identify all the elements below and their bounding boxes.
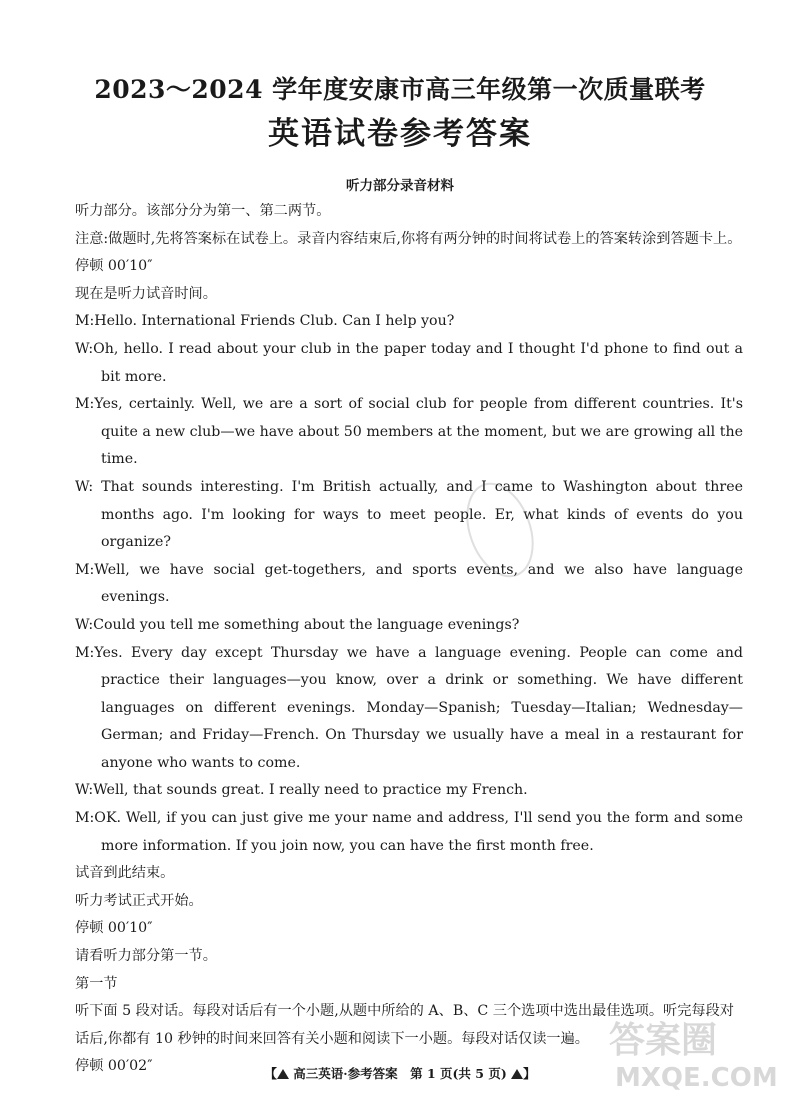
transcript-line: 第一节 [75, 975, 118, 992]
transcript-line: 现在是听力试音时间。 [75, 285, 217, 302]
transcript-line: 听力部分。该部分分为第一、第二两节。 [75, 203, 331, 219]
dialog-line: M:Yes. Every day except Thursday we have a language evening. People can come and practice their languages—you know, over a drink or something. We have different languages on different evenings. Monday—Spanish; Tuesday—Italian; Wednesday—German; and Friday—French. On Thursday we usually have a meal in a restaurant for anyone who wants to come. [75, 644, 743, 771]
transcript-line: 停顿 00′10″ [75, 258, 153, 275]
site-logo-watermark [601, 1010, 786, 1092]
transcript-line: 停顿 00′02″ [75, 1058, 153, 1075]
transcript-line: 请看听力部分第一节。 [75, 948, 217, 965]
dialog-line: M:Well, we have social get-togethers, and sports events, and we also have language evenings. [75, 561, 743, 606]
triangle-icon: 【 [264, 1066, 289, 1081]
triangle-icon: 】 [511, 1066, 536, 1081]
transcript-line: 听下面 5 段对话。每段对话后有一个小题,从题中所给的 A、B、C 三个选项中选出最佳选项。听完每段对话后,你都有 10 秒钟的时间来回答有关小题和阅读下一小题。每段对话仅读一遍。 [75, 1003, 734, 1047]
dialog-line: W:Oh, hello. I read about your club in the paper today and I thought I'd phone to find out a bit more. [75, 340, 743, 385]
dialog-line: M:Yes, certainly. Well, we are a sort of social club for people from different countries. It's quite a new club—we have about 50 members at the moment, but we are growing all the time. [75, 396, 743, 468]
dialog-line: W:Well, that sounds great. I really need to practice my French. [75, 782, 528, 799]
exam-title: 2023～2024 学年度安康市高三年级第一次质量联考 [94, 75, 706, 104]
dialog-line: M:Hello. International Friends Club. Can I help you? [75, 313, 455, 330]
logo-site-text: MXQE.COM [615, 1063, 778, 1092]
footer-text: 高三英语·参考答案 第 1 页(共 5 页) [293, 1066, 507, 1081]
transcript-body [75, 198, 743, 1081]
logo-text: 答案圈 [609, 1020, 718, 1061]
document-title: 英语试卷参考答案 [268, 116, 532, 152]
transcript-line: 注意:做题时,先将答案标在试卷上。录音内容结束后,你将有两分钟的时间将试卷上的答案转涂到答题卡上。 [75, 230, 742, 247]
dialog-line: W: That sounds interesting. I'm British actually, and I came to Washington about three months ago. I'm looking for ways to meet people. Er, what kinds of events do you organize? [75, 478, 743, 551]
transcript-line: 听力考试正式开始。 [75, 892, 203, 909]
transcript-line: 试音到此结束。 [75, 865, 175, 882]
transcript-line: 停顿 00′10″ [75, 920, 153, 937]
dialog-line: M:OK. Well, if you can just give me your name and address, I'll send you the form and some more information. If you join now, you can have the first month free. [75, 810, 743, 854]
dialog-line: W:Could you tell me something about the language evenings? [75, 616, 520, 633]
section-heading: 听力部分录音材料 [346, 178, 454, 194]
